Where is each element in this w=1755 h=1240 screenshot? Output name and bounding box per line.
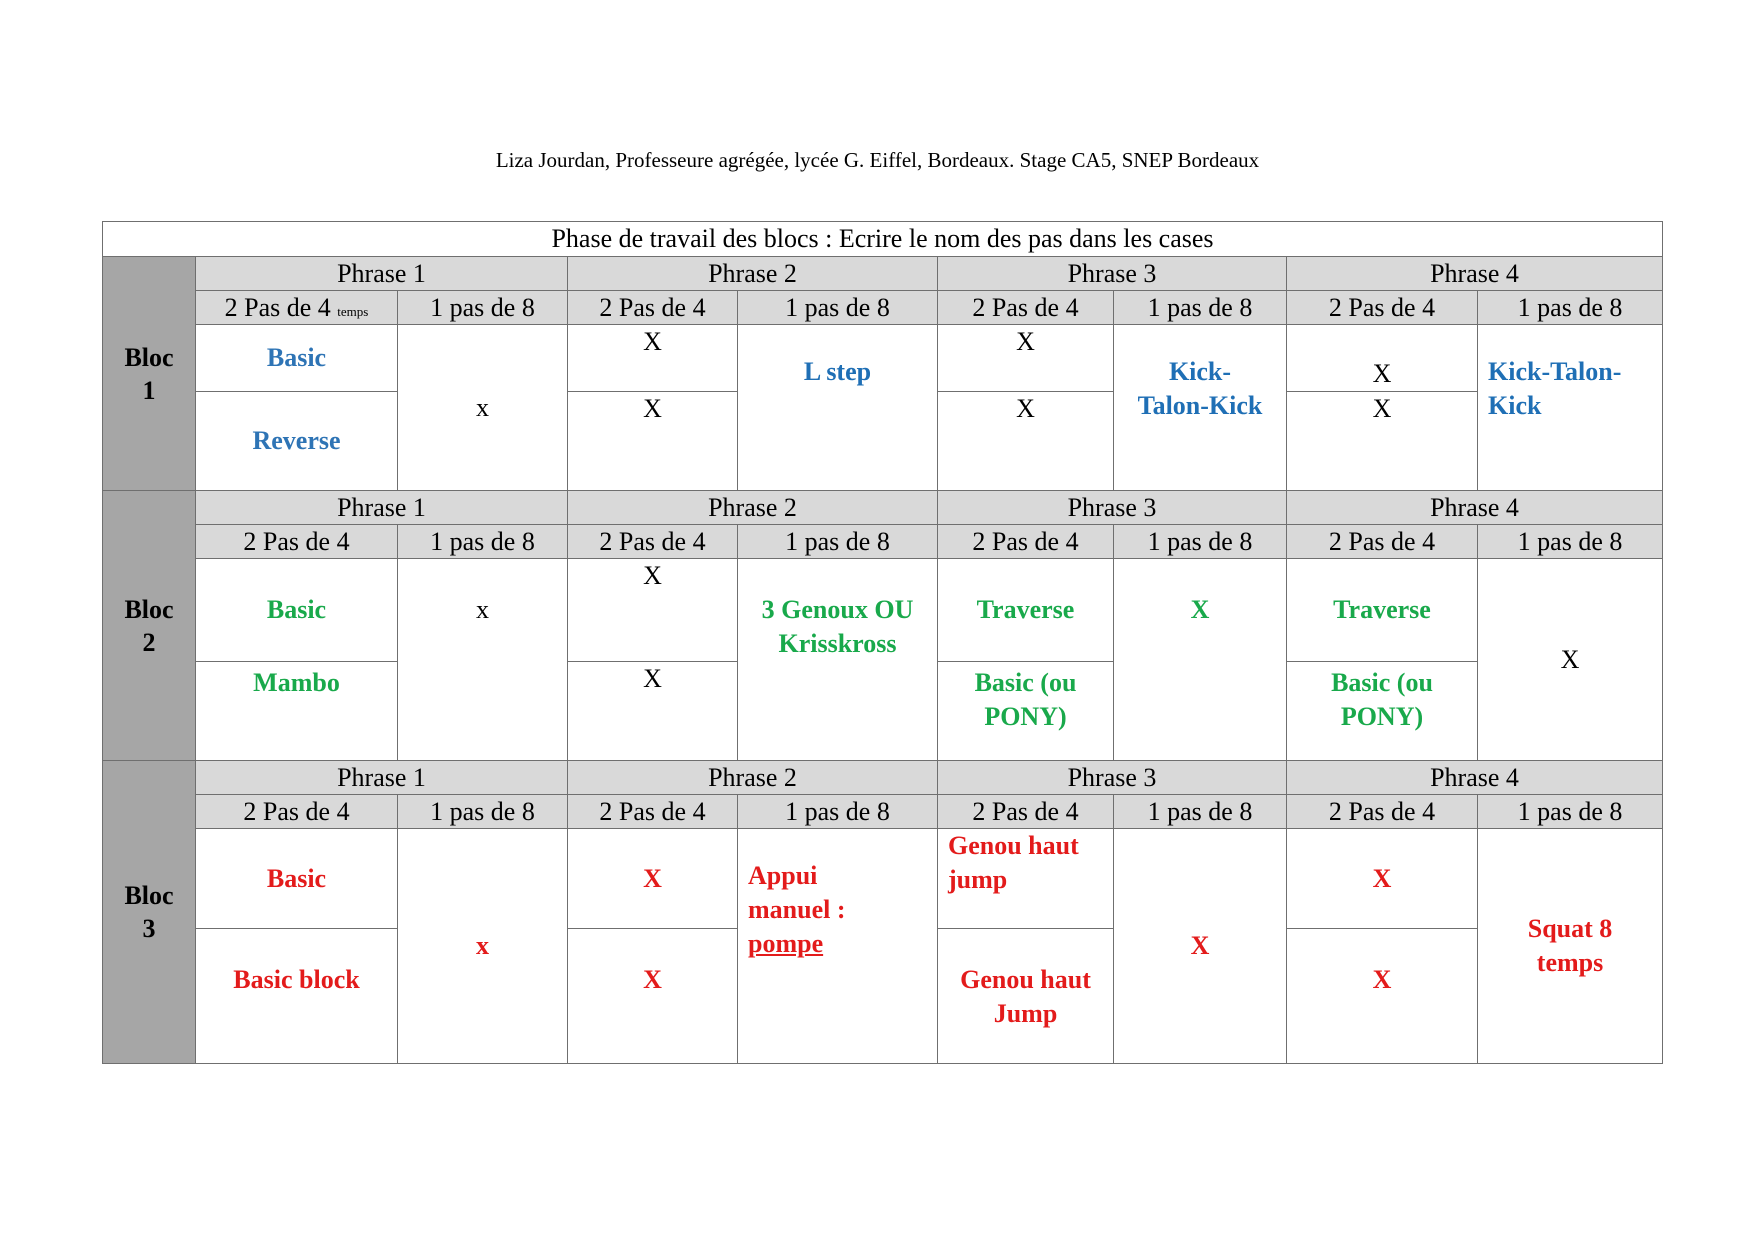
- step-cell: Basic: [196, 559, 398, 662]
- sub-header-eight: 1 pas de 8: [1478, 291, 1663, 325]
- step-cell: X: [1287, 392, 1478, 491]
- step-cell: Basic block: [196, 929, 398, 1064]
- sub-header-eight: 1 pas de 8: [738, 291, 938, 325]
- step-cell: X: [568, 325, 738, 392]
- phrase-3-header: Phrase 3: [938, 761, 1287, 795]
- step-cell: Traverse: [1287, 559, 1478, 662]
- phrase-1-header: Phrase 1: [196, 491, 568, 525]
- step-cell: Basic: [196, 325, 398, 392]
- step-cell: Kick-Talon- Kick: [1478, 325, 1663, 491]
- sub-header-four: 2 Pas de 4: [1287, 795, 1478, 829]
- step-cell: Appui manuel : pompe: [738, 829, 938, 1064]
- phrase-4-header: Phrase 4: [1287, 761, 1663, 795]
- sub-header-four: 2 Pas de 4: [196, 795, 398, 829]
- phrase-3-header: Phrase 3: [938, 257, 1287, 291]
- sub-header-eight: 1 pas de 8: [738, 795, 938, 829]
- sub-header-four: 2 Pas de 4: [1287, 525, 1478, 559]
- step-cell: Reverse: [196, 392, 398, 491]
- phrase-4-header: Phrase 4: [1287, 491, 1663, 525]
- step-cell: X: [568, 929, 738, 1064]
- sub-header-four: 2 Pas de 4: [568, 291, 738, 325]
- bloc-work-table: [102, 221, 1663, 1064]
- step-cell: X: [1114, 829, 1287, 1064]
- bloc-2-label: Bloc 2: [103, 491, 196, 761]
- step-cell: x: [398, 559, 568, 761]
- step-cell: L step: [738, 325, 938, 491]
- bloc-1-label: Bloc 1: [103, 257, 196, 491]
- step-cell: Mambo: [196, 662, 398, 761]
- sub-header-eight: 1 pas de 8: [1114, 291, 1287, 325]
- step-cell: X: [1478, 559, 1663, 761]
- sub-header-eight: 1 pas de 8: [1478, 525, 1663, 559]
- step-cell: Basic: [196, 829, 398, 929]
- phrase-4-header: Phrase 4: [1287, 257, 1663, 291]
- sub-header-four: 2 Pas de 4: [1287, 291, 1478, 325]
- step-cell: Kick- Talon-Kick: [1114, 325, 1287, 491]
- sub-header-four: 2 Pas de 4 temps: [196, 291, 398, 325]
- step-cell: X: [1287, 325, 1478, 392]
- step-cell: X: [938, 325, 1114, 392]
- step-cell: x: [398, 325, 568, 491]
- step-cell: X: [1114, 559, 1287, 761]
- step-cell: X: [568, 662, 738, 761]
- sub-header-four: 2 Pas de 4: [568, 795, 738, 829]
- step-cell: Basic (ou PONY): [938, 662, 1114, 761]
- phrase-2-header: Phrase 2: [568, 491, 938, 525]
- step-cell: 3 Genoux OU Krisskross: [738, 559, 938, 761]
- sub-header-eight: 1 pas de 8: [398, 795, 568, 829]
- sub-header-eight: 1 pas de 8: [1478, 795, 1663, 829]
- sub-header-four: 2 Pas de 4: [938, 291, 1114, 325]
- sub-header-eight: 1 pas de 8: [1114, 795, 1287, 829]
- sub-header-eight: 1 pas de 8: [738, 525, 938, 559]
- step-cell: X: [568, 392, 738, 491]
- step-cell: X: [568, 559, 738, 662]
- phrase-2-header: Phrase 2: [568, 257, 938, 291]
- step-cell: Squat 8 temps: [1478, 829, 1663, 1064]
- sub-header-four: 2 Pas de 4: [938, 525, 1114, 559]
- sub-header-eight: 1 pas de 8: [1114, 525, 1287, 559]
- phrase-2-header: Phrase 2: [568, 761, 938, 795]
- step-cell: X: [568, 829, 738, 929]
- step-cell: X: [1287, 929, 1478, 1064]
- step-cell: x: [398, 829, 568, 1064]
- step-cell: Genou haut Jump: [938, 929, 1114, 1064]
- step-cell: X: [938, 392, 1114, 491]
- step-cell: X: [1287, 829, 1478, 929]
- bloc-3-label: Bloc 3: [103, 761, 196, 1064]
- sub-header-eight: 1 pas de 8: [398, 525, 568, 559]
- sub-header-four: 2 Pas de 4: [938, 795, 1114, 829]
- phrase-1-header: Phrase 1: [196, 257, 568, 291]
- phrase-1-header: Phrase 1: [196, 761, 568, 795]
- phrase-3-header: Phrase 3: [938, 491, 1287, 525]
- step-cell: Basic (ou PONY): [1287, 662, 1478, 761]
- sub-header-four: 2 Pas de 4: [196, 525, 398, 559]
- step-cell: Traverse: [938, 559, 1114, 662]
- document-header: Liza Jourdan, Professeure agrégée, lycée G. Eiffel, Bordeaux. Stage CA5, SNEP Bordeaux: [495, 148, 1260, 172]
- step-cell: Genou haut jump: [938, 829, 1114, 929]
- sub-header-four: 2 Pas de 4: [568, 525, 738, 559]
- table-title: Phase de travail des blocs : Ecrire le nom des pas dans les cases: [103, 222, 1663, 257]
- sub-header-eight: 1 pas de 8: [398, 291, 568, 325]
